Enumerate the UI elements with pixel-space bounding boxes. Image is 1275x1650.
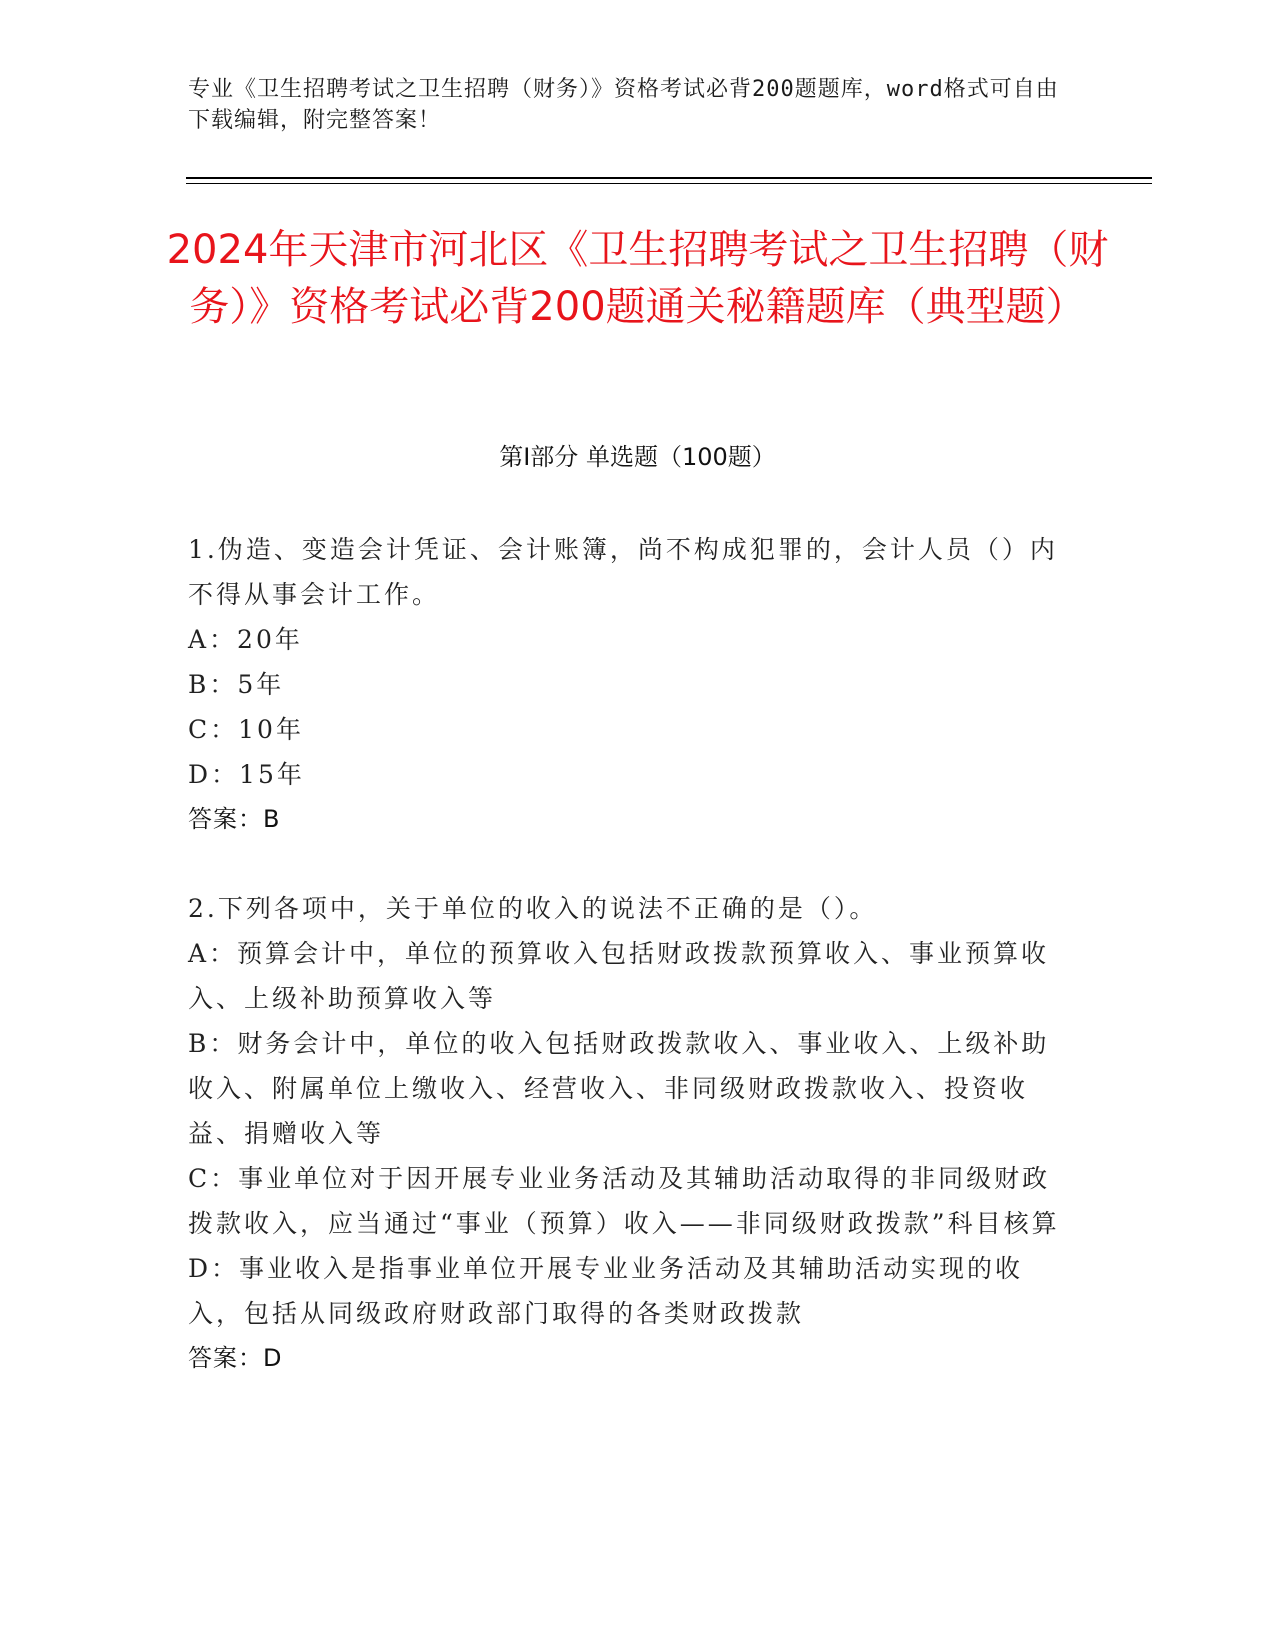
option-b: B：财务会计中，单位的收入包括财政拨款收入、事业收入、上级补助收入、附属单位上缴收入、经营收入、非同级财政拨款收入、投资收益、捐赠收入等: [188, 1029, 1050, 1148]
option-d: D：事业收入是指事业单位开展专业业务活动及其辅助活动实现的收入，包括从同级政府财政部门取得的各类财政拨款: [188, 1254, 1024, 1328]
question-2: [188, 886, 1068, 1381]
option-b: B：5年: [188, 670, 285, 699]
question-stem: 2.下列各项中，关于单位的收入的说法不正确的是（）。: [188, 894, 878, 923]
option-c: C：事业单位对于因开展专业业务活动及其辅助活动取得的非同级财政拨款收入，应当通过“事业（预算）收入——非同级财政拨款”科目核算: [188, 1164, 1060, 1238]
option-a: A：预算会计中，单位的预算收入包括财政拨款预算收入、事业预算收入、上级补助预算收入等: [188, 939, 1050, 1013]
answer: 答案：D: [188, 1344, 283, 1372]
header-divider-thick: [186, 177, 1152, 179]
option-d: D：15年: [188, 760, 305, 789]
document-title: 2024年天津市河北区《卫生招聘考试之卫生招聘（财务）》资格考试必背200题通关秘籍题库（典型题）: [166, 227, 1109, 330]
header-note: 专业《卫生招聘考试之卫生招聘（财务）》资格考试必背200题题库，word格式可自由下载编辑，附完整答案！: [188, 77, 1059, 133]
option-a: A：20年: [188, 625, 303, 654]
question-1: [188, 527, 1068, 842]
question-stem: 1.伪造、变造会计凭证、会计账簿，尚不构成犯罪的，会计人员（）内不得从事会计工作。: [188, 535, 1058, 609]
answer: 答案：B: [188, 805, 281, 833]
option-c: C：10年: [188, 715, 304, 744]
section-heading: 第Ⅰ部分 单选题（100题）: [499, 443, 776, 471]
header-divider-thin: [186, 183, 1152, 184]
